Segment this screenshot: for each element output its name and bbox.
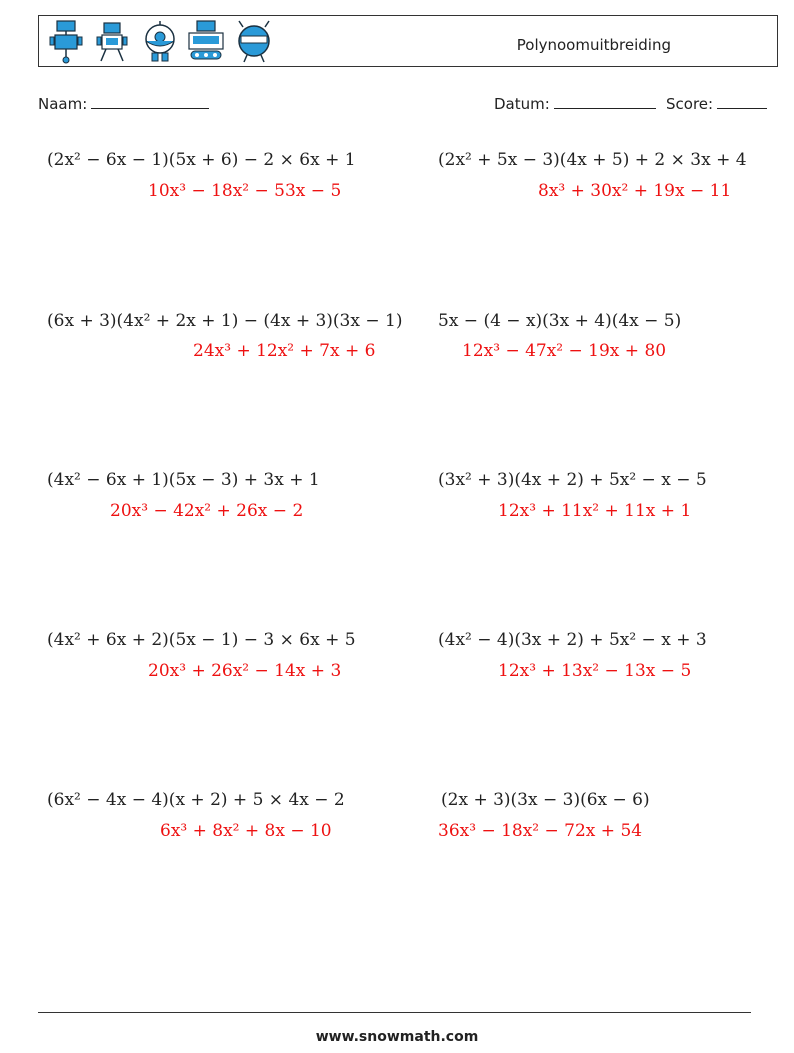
robot-icon-4 bbox=[185, 19, 229, 65]
date-label: Datum: bbox=[494, 95, 550, 113]
robot-icon-3 bbox=[141, 19, 181, 65]
answer-4: 12x³ − 47x² − 19x + 80 bbox=[462, 341, 667, 361]
score-label: Score: bbox=[666, 95, 714, 113]
answer-3: 24x³ + 12x² + 7x + 6 bbox=[193, 341, 376, 361]
robot-icon-2 bbox=[93, 19, 133, 65]
answer-6: 12x³ + 11x² + 11x + 1 bbox=[498, 501, 692, 521]
score-field[interactable] bbox=[666, 94, 767, 113]
problem-4: 5x − (4 − x)(3x + 4)(4x − 5) bbox=[438, 311, 682, 331]
answer-5: 20x³ − 42x² + 26x − 2 bbox=[110, 501, 304, 521]
problem-10: (2x + 3)(3x − 3)(6x − 6) bbox=[441, 790, 650, 810]
problem-6: (3x² + 3)(4x + 2) + 5x² − x − 5 bbox=[438, 470, 707, 490]
problem-3: (6x + 3)(4x² + 2x + 1) − (4x + 3)(3x − 1) bbox=[47, 311, 403, 331]
robot-icon-1 bbox=[47, 19, 87, 65]
answer-1: 10x³ − 18x² − 53x − 5 bbox=[148, 181, 342, 201]
problem-1: (2x² − 6x − 1)(5x + 6) − 2 × 6x + 1 bbox=[47, 150, 356, 170]
date-blank[interactable] bbox=[554, 94, 656, 109]
worksheet-title: Polynoomuitbreiding bbox=[516, 36, 671, 54]
problem-7: (4x² + 6x + 2)(5x − 1) − 3 × 6x + 5 bbox=[47, 630, 356, 650]
problem-5: (4x² − 6x + 1)(5x − 3) + 3x + 1 bbox=[47, 470, 320, 490]
answer-10: 36x³ − 18x² − 72x + 54 bbox=[438, 821, 643, 841]
problem-2: (2x² + 5x − 3)(4x + 5) + 2 × 3x + 4 bbox=[438, 150, 747, 170]
answer-8: 12x³ + 13x² − 13x − 5 bbox=[498, 661, 692, 681]
answer-2: 8x³ + 30x² + 19x − 11 bbox=[538, 181, 732, 201]
header-box bbox=[38, 15, 778, 67]
name-field[interactable] bbox=[38, 94, 209, 113]
footer-divider bbox=[38, 1012, 751, 1013]
date-field[interactable] bbox=[494, 94, 656, 113]
problem-9: (6x² − 4x − 4)(x + 2) + 5 × 4x − 2 bbox=[47, 790, 345, 810]
answer-9: 6x³ + 8x² + 8x − 10 bbox=[160, 821, 332, 841]
robot-icon-5 bbox=[233, 19, 275, 65]
score-blank[interactable] bbox=[717, 94, 767, 109]
answer-7: 20x³ + 26x² − 14x + 3 bbox=[148, 661, 342, 681]
name-label: Naam: bbox=[38, 95, 88, 113]
footer-url[interactable]: www.snowmath.com bbox=[315, 1029, 479, 1045]
name-blank[interactable] bbox=[91, 94, 209, 109]
problem-8: (4x² − 4)(3x + 2) + 5x² − x + 3 bbox=[438, 630, 707, 650]
